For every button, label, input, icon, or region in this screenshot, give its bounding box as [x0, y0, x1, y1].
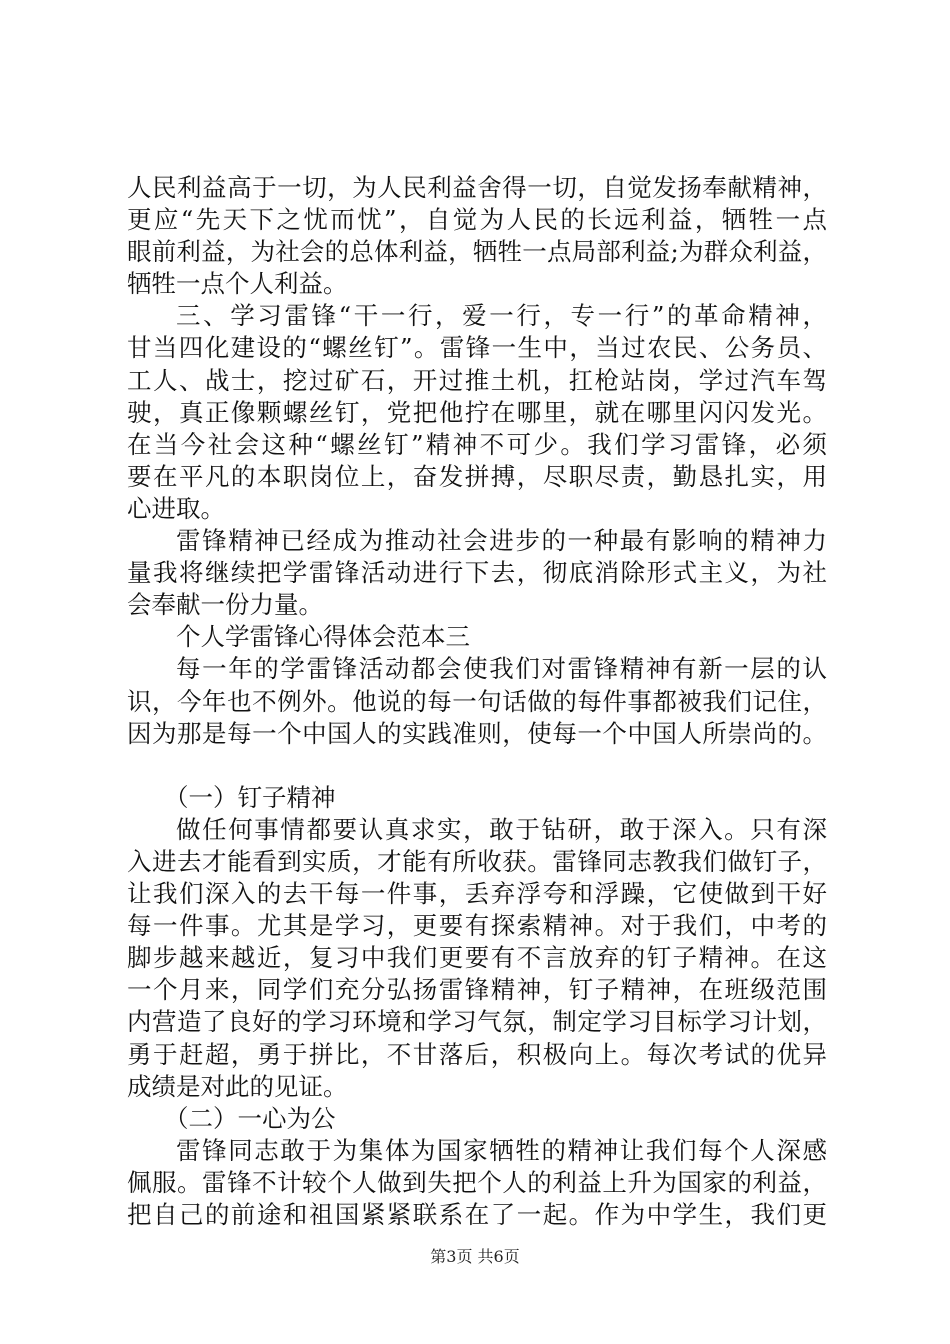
text-line: 脚步越来越近，复习中我们更要有不言放弃的钉子精神。在这 [127, 943, 827, 973]
text-line: 成绩是对此的见证。 [127, 1071, 348, 1101]
subtitle-line: 个人学雷锋心得体会范本三 [176, 622, 470, 652]
paragraph-start-line: 每一年的学雷锋活动都会使我们对雷锋精神有新一层的认 [176, 654, 827, 684]
text-line: 要在平凡的本职岗位上，奋发拼搏，尽职尽责，勤恳扎实，用 [127, 461, 827, 491]
text-line: 会奉献一份力量。 [127, 590, 323, 620]
text-line: 让我们深入的去干每一件事，丢弃浮夸和浮躁，它使做到干好 [127, 879, 827, 909]
text-line: 工人、战士，挖过矿石，开过推土机，扛枪站岗，学过汽车驾 [127, 365, 827, 395]
text-line: 勇于赶超，勇于拼比，不甘落后，积极向上。每次考试的优异 [127, 1039, 827, 1069]
text-line: 把自己的前途和祖国紧紧联系在了一起。作为中学生，我们更 [127, 1200, 827, 1229]
text-line: 一个月来，同学们充分弘扬雷锋精神，钉子精神，在班级范围 [127, 975, 827, 1005]
text-line: 入进去才能看到实质，才能有所收获。雷锋同志教我们做钉子， [127, 846, 827, 876]
paragraph-start-line: 雷锋精神已经成为推动社会进步的一种最有影响的精神力 [176, 526, 827, 556]
page-number-footer: 第3页 共6页 [430, 1247, 520, 1266]
blank-line [127, 750, 827, 782]
text-line: 甘当四化建设的“螺丝钉”。雷锋一生中，当过农民、公务员、 [127, 333, 827, 363]
text-line: 识，今年也不例外。他说的每一句话做的每件事都被我们记住， [127, 686, 827, 716]
text-line: 人民利益高于一切，为人民利益舍得一切，自觉发扬奉献精神， [127, 173, 827, 202]
text-line: 量我将继续把学雷锋活动进行下去，彻底消除形式主义，为社 [127, 558, 827, 588]
subsection-heading: （一）钉子精神 [164, 782, 336, 812]
text-line: 因为那是每一个中国人的实践准则，使每一个中国人所崇尚的。 [127, 718, 827, 748]
text-line: 更应“先天下之忧而忧”，自觉为人民的长远利益，牺牲一点 [127, 205, 827, 235]
text-line: 牺牲一点个人利益。 [127, 269, 348, 299]
section-heading-line: 三、学习雷锋“干一行，爱一行，专一行”的革命精神， [176, 301, 827, 331]
text-line: 佩服。雷锋不计较个人做到失把个人的利益上升为国家的利益， [127, 1167, 827, 1197]
text-line: 驶，真正像颗螺丝钉，党把他拧在哪里，就在哪里闪闪发光。 [127, 397, 827, 427]
text-line: 心进取。 [127, 493, 225, 523]
text-line: 眼前利益，为社会的总体利益，牺牲一点局部利益;为群众利益， [127, 237, 827, 267]
text-line: 每一件事。尤其是学习，更要有探索精神。对于我们，中考的 [127, 911, 827, 941]
paragraph-start-line: 做任何事情都要认真求实，敢于钻研，敢于深入。只有深 [176, 814, 827, 844]
paragraph-start-line: 雷锋同志敢于为集体为国家牺牲的精神让我们每个人深感 [176, 1135, 827, 1165]
subsection-heading: （二）一心为公 [164, 1103, 336, 1133]
text-line: 在当今社会这种“螺丝钉”精神不可少。我们学习雷锋，必须 [127, 429, 827, 459]
text-line: 内营造了良好的学习环境和学习气氛，制定学习目标学习计划， [127, 1007, 827, 1037]
document-body [127, 172, 827, 1231]
